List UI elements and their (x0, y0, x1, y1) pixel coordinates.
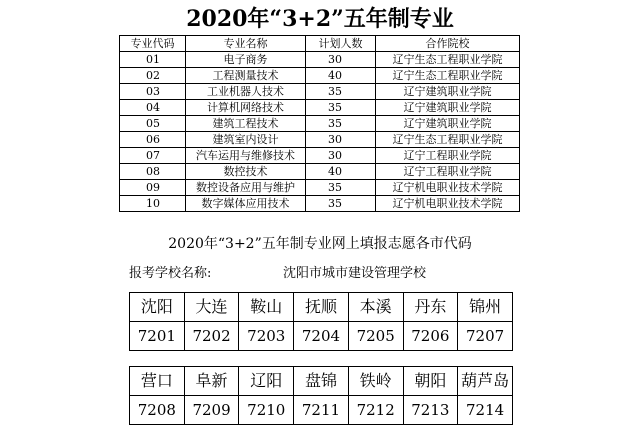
city-name-cell: 盘锦 (294, 367, 349, 396)
cell-major-name: 工业机器人技术 (186, 84, 306, 100)
city-name-cell: 铁岭 (348, 367, 403, 396)
cell-major-code: 08 (120, 164, 186, 180)
cell-plan-count: 30 (306, 148, 376, 164)
city-code-cell: 7211 (294, 396, 349, 425)
city-name-cell: 葫芦岛 (458, 367, 513, 396)
cell-plan-count: 40 (306, 68, 376, 84)
table-row (120, 116, 520, 132)
city-name-cell: 本溪 (348, 293, 403, 322)
cell-major-code: 03 (120, 84, 186, 100)
cell-partner-college: 辽宁生态工程职业学院 (376, 52, 520, 68)
cell-major-code: 06 (120, 132, 186, 148)
cell-major-name: 数字媒体应用技术 (186, 196, 306, 212)
cell-major-name: 数控设备应用与维护 (186, 180, 306, 196)
city-name-cell: 辽阳 (239, 367, 294, 396)
header-major-code: 专业代码 (120, 36, 186, 52)
cell-partner-college: 辽宁生态工程职业学院 (376, 132, 520, 148)
cell-major-name: 电子商务 (186, 52, 306, 68)
table-row (120, 100, 520, 116)
city-code-cell: 7203 (239, 322, 294, 351)
cell-major-code: 09 (120, 180, 186, 196)
city-name-cell: 鞍山 (239, 293, 294, 322)
school-label: 报考学校名称: (129, 266, 212, 281)
cell-major-code: 01 (120, 52, 186, 68)
school-row (129, 265, 549, 283)
cell-plan-count: 35 (306, 100, 376, 116)
city-code-cell: 7204 (294, 322, 349, 351)
cell-major-code: 10 (120, 196, 186, 212)
city-name-cell: 营口 (130, 367, 185, 396)
cell-major-name: 计算机网络技术 (186, 100, 306, 116)
table-header-row (120, 36, 520, 52)
header-major-name: 专业名称 (186, 36, 306, 52)
cell-major-name: 数控技术 (186, 164, 306, 180)
cell-plan-count: 35 (306, 84, 376, 100)
cell-partner-college: 辽宁生态工程职业学院 (376, 68, 520, 84)
cell-plan-count: 40 (306, 164, 376, 180)
city-name-cell: 沈阳 (130, 293, 185, 322)
city-code-cell: 7207 (458, 322, 513, 351)
city-code-cell: 7202 (184, 322, 239, 351)
cell-partner-college: 辽宁机电职业技术学院 (376, 180, 520, 196)
header-partner-college: 合作院校 (376, 36, 520, 52)
city-code-cell: 7205 (348, 322, 403, 351)
cell-major-code: 05 (120, 116, 186, 132)
table-row (120, 84, 520, 100)
city-code-cell: 7206 (403, 322, 458, 351)
cell-partner-college: 辽宁建筑职业学院 (376, 100, 520, 116)
city-codes-title: 2020年“3+2”五年制专业网上填报志愿各市代码 (168, 236, 472, 252)
cell-partner-college: 辽宁建筑职业学院 (376, 116, 520, 132)
cell-major-code: 04 (120, 100, 186, 116)
cell-major-name: 建筑室内设计 (186, 132, 306, 148)
city-name-cell: 大连 (184, 293, 239, 322)
table-row (120, 68, 520, 84)
cell-major-name: 汽车运用与维修技术 (186, 148, 306, 164)
table-row (120, 132, 520, 148)
table-row (120, 148, 520, 164)
table-row (120, 180, 520, 196)
majors-table (119, 35, 520, 212)
cell-plan-count: 35 (306, 196, 376, 212)
cell-plan-count: 30 (306, 132, 376, 148)
cell-partner-college: 辽宁建筑职业学院 (376, 84, 520, 100)
school-name: 沈阳市城市建设管理学校 (283, 266, 427, 281)
cell-plan-count: 30 (306, 52, 376, 68)
city-codes-table-2 (129, 366, 513, 425)
city-name-cell: 抚顺 (294, 293, 349, 322)
cell-major-name: 工程测量技术 (186, 68, 306, 84)
cell-partner-college: 辽宁机电职业技术学院 (376, 196, 520, 212)
cell-major-code: 02 (120, 68, 186, 84)
table-row (120, 196, 520, 212)
header-plan-count: 计划人数 (306, 36, 376, 52)
page-title: 2020年“3+2”五年制专业 (186, 6, 454, 32)
city-name-cell: 朝阳 (403, 367, 458, 396)
cell-plan-count: 35 (306, 116, 376, 132)
city-code-cell: 7214 (458, 396, 513, 425)
city-code-cell: 7208 (130, 396, 185, 425)
city-name-cell: 丹东 (403, 293, 458, 322)
city-code-cell: 7201 (130, 322, 185, 351)
table-row (120, 52, 520, 68)
table-row (120, 164, 520, 180)
cell-partner-college: 辽宁工程职业学院 (376, 148, 520, 164)
city-code-cell: 7209 (184, 396, 239, 425)
city-name-cell: 锦州 (458, 293, 513, 322)
cell-plan-count: 35 (306, 180, 376, 196)
city-code-row (130, 322, 513, 351)
city-code-cell: 7212 (348, 396, 403, 425)
city-name-row (130, 367, 513, 396)
city-name-cell: 阜新 (184, 367, 239, 396)
city-code-cell: 7210 (239, 396, 294, 425)
cell-major-code: 07 (120, 148, 186, 164)
city-code-row (130, 396, 513, 425)
cell-major-name: 建筑工程技术 (186, 116, 306, 132)
city-name-row (130, 293, 513, 322)
city-codes-table-1 (129, 292, 513, 351)
cell-partner-college: 辽宁工程职业学院 (376, 164, 520, 180)
city-code-cell: 7213 (403, 396, 458, 425)
